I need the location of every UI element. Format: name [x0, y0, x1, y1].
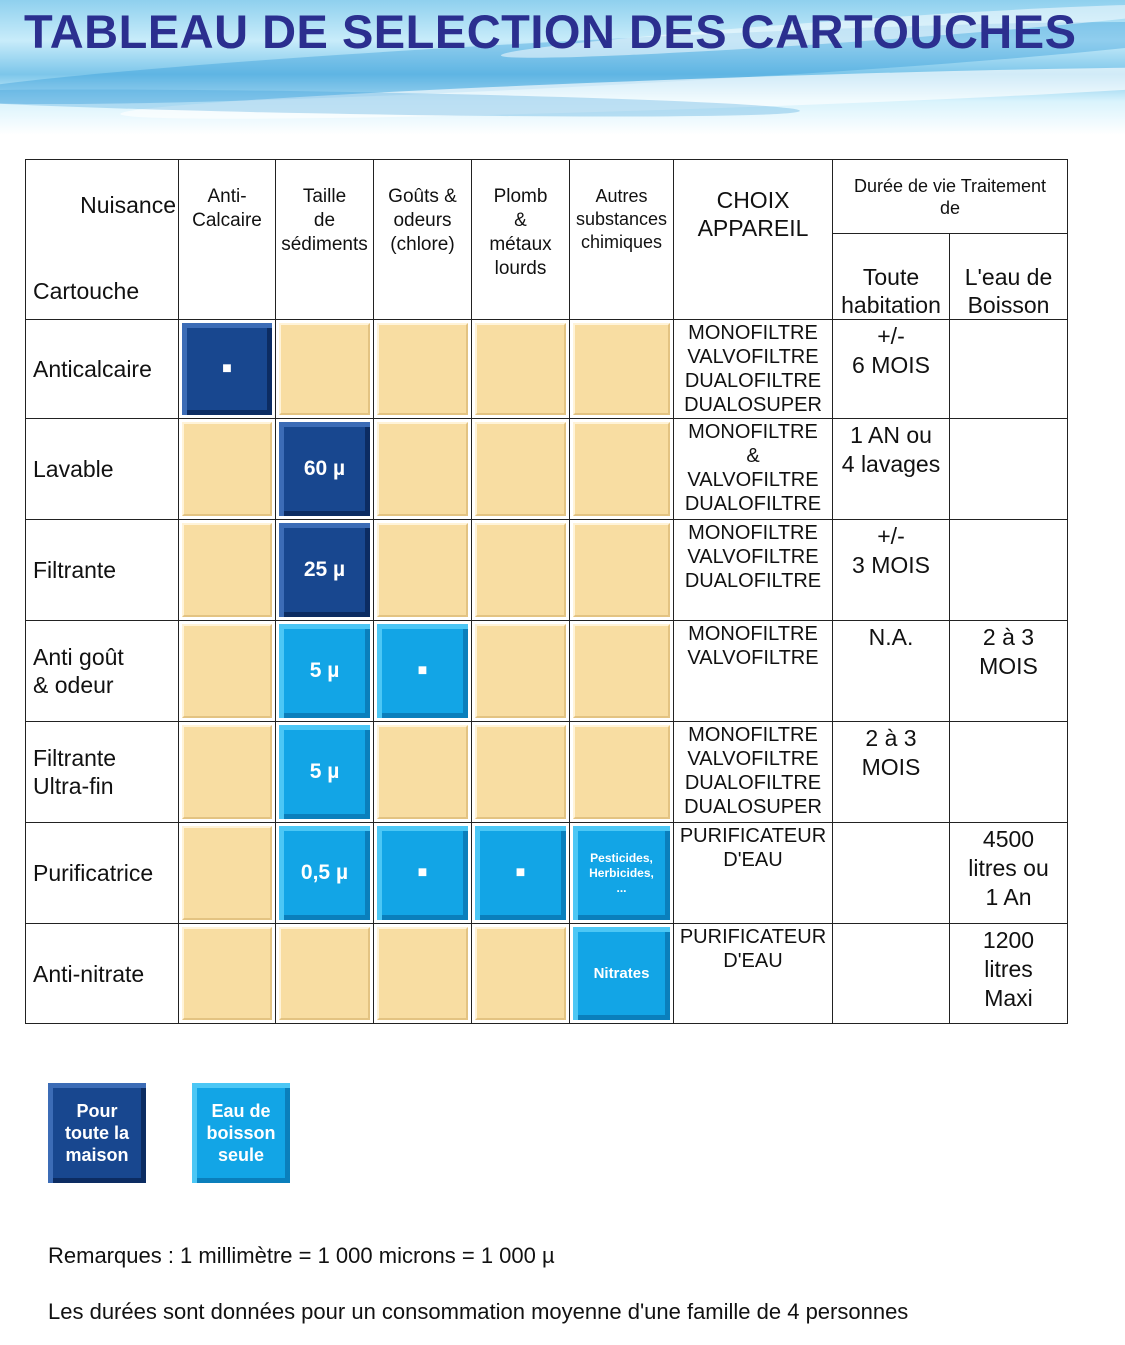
empty-tile [475, 725, 566, 819]
appareil-cell: MONOFILTRE & VALVOFILTRE DUALOFILTRE [674, 419, 833, 520]
empty-tile [182, 927, 272, 1020]
selection-table [25, 159, 1068, 1024]
empty-tile [377, 927, 468, 1020]
tile-label: 5 µ [309, 659, 340, 682]
header-corner [26, 160, 179, 320]
indicator-tile [279, 422, 370, 516]
duree-boisson-cell [950, 722, 1068, 823]
column-header: Goûts & odeurs (chlore) [374, 160, 472, 320]
table-row [26, 722, 1068, 823]
indicator-tile [279, 624, 370, 718]
legend-house-label: Pour toute la maison [64, 1101, 129, 1165]
appareil-cell: MONOFILTRE VALVOFILTRE DUALOFILTRE DUALOSUPER [674, 722, 833, 823]
duree-habitation-cell: 1 AN ou 4 lavages [833, 419, 950, 520]
legend-drink-label: Eau de boisson seule [206, 1101, 276, 1165]
empty-tile [573, 323, 670, 415]
grid-cell [472, 419, 570, 520]
indicator-tile [475, 826, 566, 920]
empty-tile [377, 523, 468, 617]
grid-cell [374, 419, 472, 520]
table-row [26, 320, 1068, 419]
empty-tile [475, 523, 566, 617]
grid-cell [179, 621, 276, 722]
grid-cell [570, 823, 674, 924]
grid-cell [472, 520, 570, 621]
legend-drink [192, 1083, 290, 1183]
duree-habitation-cell: +/- 6 MOIS [833, 320, 950, 419]
tile-label: 0,5 µ [300, 861, 349, 884]
row-label: Filtrante [26, 520, 179, 621]
grid-cell [179, 419, 276, 520]
tile-label: 5 µ [309, 760, 340, 783]
table-row [26, 520, 1068, 621]
grid-cell [276, 419, 374, 520]
duree-habitation-header: Toute habitation [833, 234, 950, 320]
empty-tile [573, 523, 670, 617]
indicator-tile [279, 523, 370, 617]
duree-boisson-cell: 4500 litres ou 1 An [950, 823, 1068, 924]
duree-boisson-header: L'eau de Boisson [950, 234, 1068, 320]
indicator-tile [573, 826, 670, 920]
tile-label: ■ [222, 360, 232, 377]
column-header: Autres substances chimiques [570, 160, 674, 320]
header-row [26, 160, 1068, 234]
grid-cell [276, 924, 374, 1024]
duree-habitation-cell [833, 924, 950, 1024]
tile-label: ■ [417, 662, 428, 679]
duree-habitation-cell: 2 à 3 MOIS [833, 722, 950, 823]
empty-tile [182, 523, 272, 617]
grid-cell [179, 924, 276, 1024]
grid-cell [570, 924, 674, 1024]
empty-tile [573, 725, 670, 819]
column-header: Taille de sédiments [276, 160, 374, 320]
grid-cell [472, 320, 570, 419]
choix-appareil-header: CHOIX APPAREIL [674, 160, 833, 320]
nuisance-label: Nuisance [80, 192, 176, 218]
indicator-tile [279, 725, 370, 819]
grid-cell [570, 722, 674, 823]
empty-tile [573, 422, 670, 516]
grid-cell [374, 722, 472, 823]
empty-tile [279, 323, 370, 415]
grid-cell [276, 621, 374, 722]
empty-tile [475, 624, 566, 718]
grid-cell [179, 823, 276, 924]
indicator-tile [377, 624, 468, 718]
grid-cell [570, 520, 674, 621]
duree-boisson-cell: 2 à 3 MOIS [950, 621, 1068, 722]
indicator-tile [573, 927, 670, 1020]
page-title: TABLEAU DE SELECTION DES CARTOUCHES [24, 5, 1077, 58]
grid-cell [472, 621, 570, 722]
empty-tile [377, 725, 468, 819]
grid-cell [374, 924, 472, 1024]
grid-cell [472, 823, 570, 924]
empty-tile [475, 323, 566, 415]
empty-tile [182, 422, 272, 516]
legend-house [48, 1083, 146, 1183]
grid-cell [179, 520, 276, 621]
cartouche-label: Cartouche [33, 278, 140, 304]
empty-tile [475, 927, 566, 1020]
grid-cell [276, 722, 374, 823]
duree-boisson-cell [950, 320, 1068, 419]
grid-cell [374, 520, 472, 621]
duree-habitation-cell: +/- 3 MOIS [833, 520, 950, 621]
empty-tile [573, 624, 670, 718]
grid-cell [276, 520, 374, 621]
grid-cell [374, 823, 472, 924]
appareil-cell: PURIFICATEUR D'EAU [674, 924, 833, 1024]
indicator-tile [377, 826, 468, 920]
row-label: Lavable [26, 419, 179, 520]
empty-tile [182, 725, 272, 819]
row-label: Filtrante Ultra-fin [26, 722, 179, 823]
tile-label: 60 µ [303, 457, 346, 480]
duree-habitation-cell: N.A. [833, 621, 950, 722]
empty-tile [377, 422, 468, 516]
grid-cell [570, 621, 674, 722]
duree-header: Durée de vie Traitement de [833, 160, 1068, 234]
remark-note: Remarques : 1 millimètre = 1 000 microns = 1 000 µ [48, 1243, 555, 1268]
tile-label: Pesticides, Herbicides, ... [589, 850, 654, 895]
tile-label: 25 µ [303, 558, 346, 581]
tile-label: ■ [515, 864, 526, 881]
tile-label: Nitrates [593, 965, 650, 982]
grid-cell [374, 621, 472, 722]
grid-cell [276, 320, 374, 419]
table-row [26, 823, 1068, 924]
duration-note: Les durées sont données pour un consommation moyenne d'une famille de 4 personnes [48, 1299, 909, 1324]
empty-tile [279, 927, 370, 1020]
appareil-cell: MONOFILTRE VALVOFILTRE DUALOFILTRE DUALOSUPER [674, 320, 833, 419]
grid-cell [570, 419, 674, 520]
duree-habitation-cell [833, 823, 950, 924]
duree-boisson-cell: 1200 litres Maxi [950, 924, 1068, 1024]
grid-cell [472, 924, 570, 1024]
column-header: Plomb & métaux lourds [472, 160, 570, 320]
grid-cell [472, 722, 570, 823]
row-label: Purificatrice [26, 823, 179, 924]
indicator-tile [182, 323, 272, 415]
grid-cell [570, 320, 674, 419]
appareil-cell: MONOFILTRE VALVOFILTRE [674, 621, 833, 722]
table-row [26, 621, 1068, 722]
grid-cell [179, 722, 276, 823]
grid-cell [374, 320, 472, 419]
appareil-cell: MONOFILTRE VALVOFILTRE DUALOFILTRE [674, 520, 833, 621]
tile-label: ■ [417, 864, 428, 881]
grid-cell [179, 320, 276, 419]
row-label: Anti-nitrate [26, 924, 179, 1024]
row-label: Anti goût & odeur [26, 621, 179, 722]
table-row [26, 924, 1068, 1024]
row-label: Anticalcaire [26, 320, 179, 419]
empty-tile [182, 624, 272, 718]
column-header: Anti- Calcaire [179, 160, 276, 320]
table-row [26, 419, 1068, 520]
appareil-cell: PURIFICATEUR D'EAU [674, 823, 833, 924]
header-banner [0, 0, 1125, 135]
indicator-tile [279, 826, 370, 920]
grid-cell [276, 823, 374, 924]
empty-tile [475, 422, 566, 516]
duree-boisson-cell [950, 520, 1068, 621]
empty-tile [377, 323, 468, 415]
empty-tile [182, 826, 272, 920]
duree-boisson-cell [950, 419, 1068, 520]
